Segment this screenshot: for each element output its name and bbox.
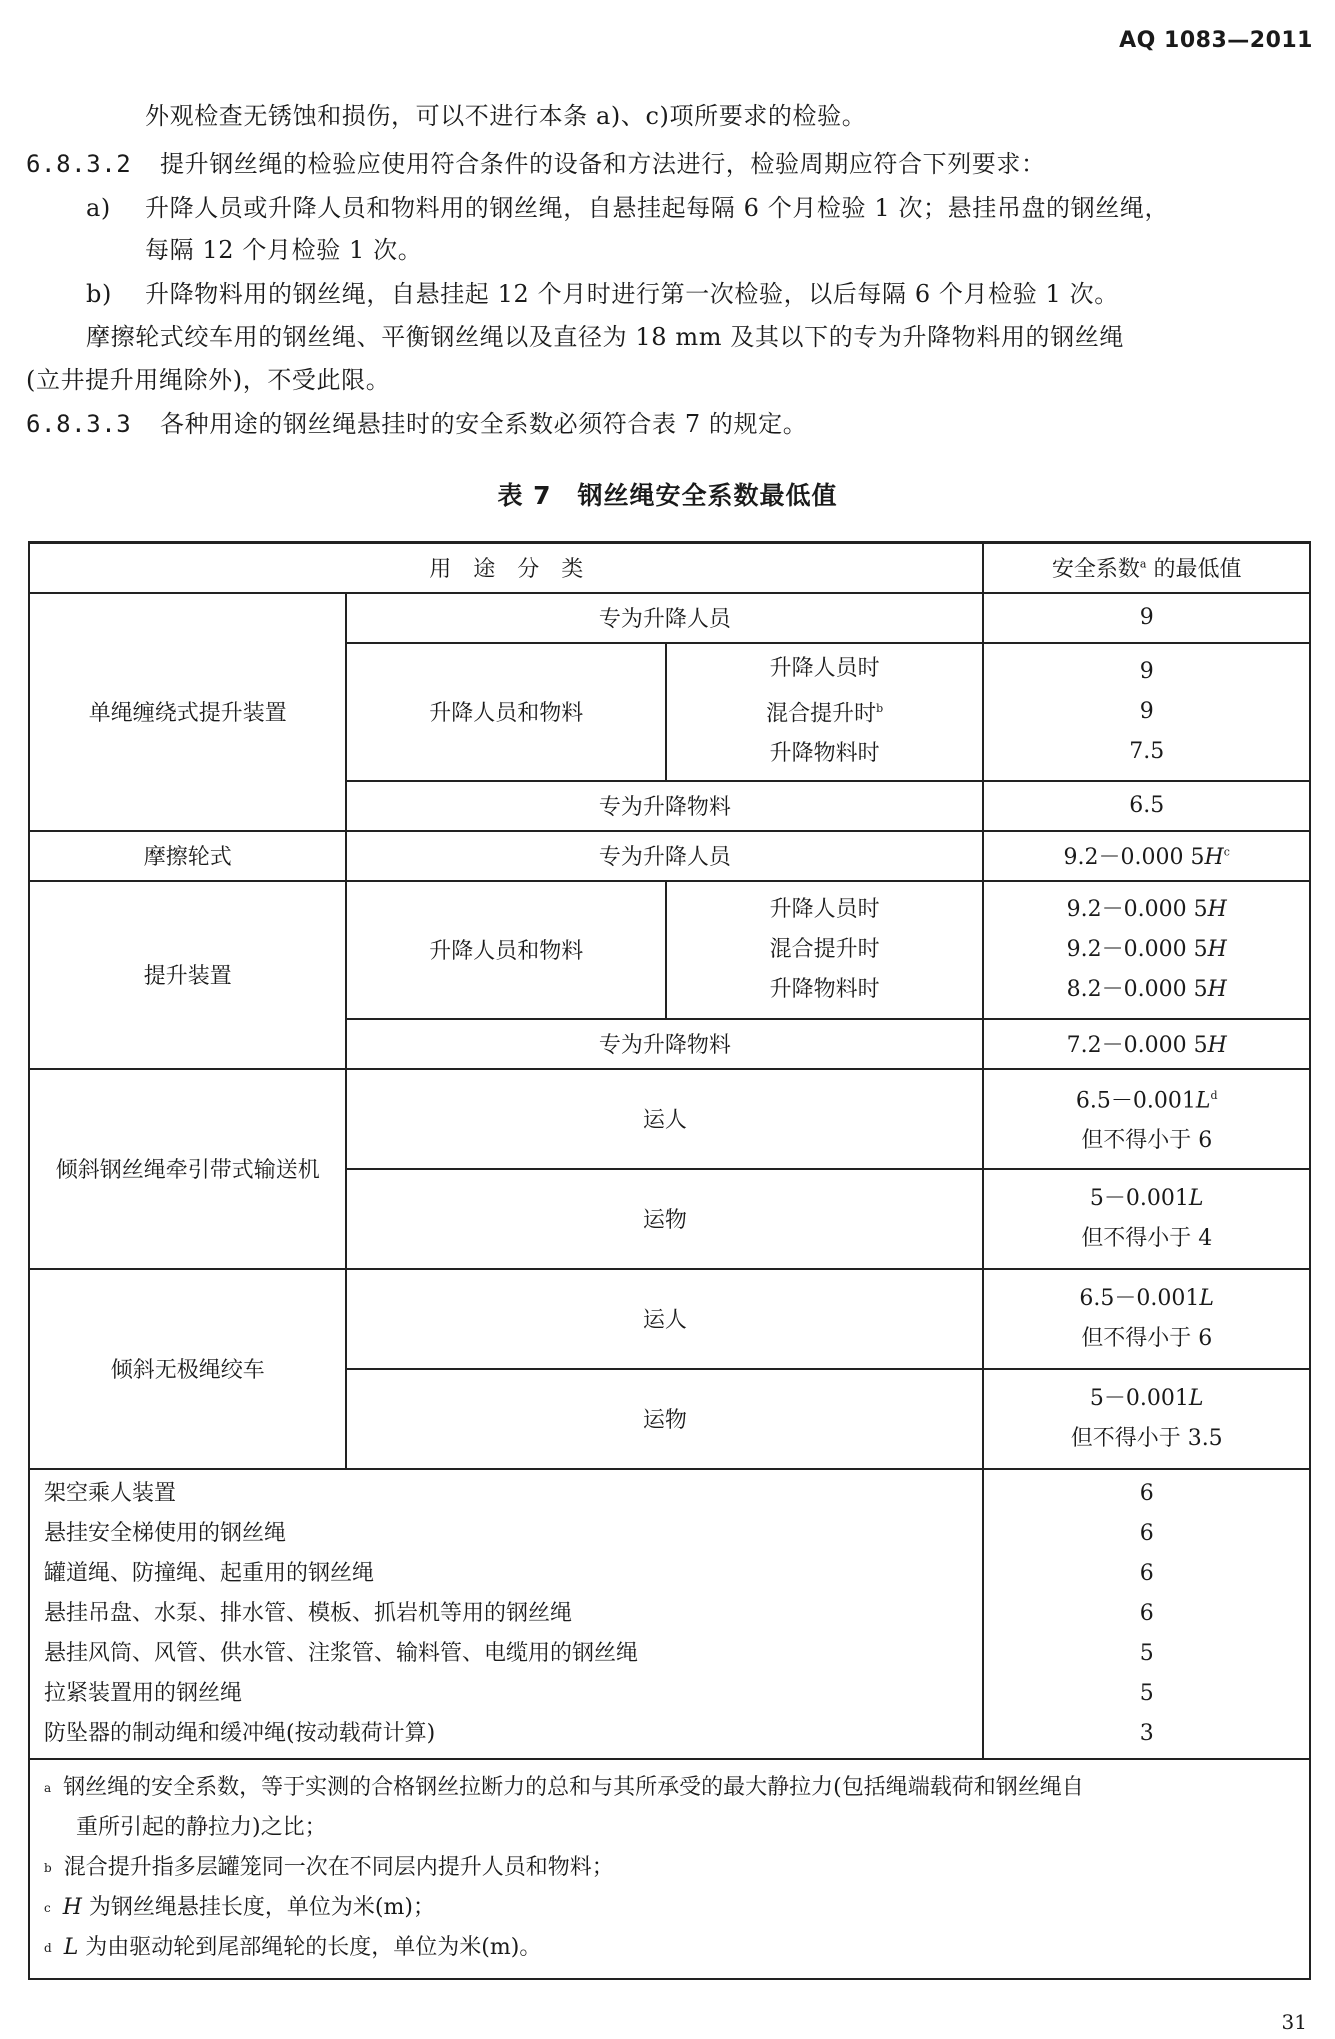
sub-labels: 升降人员时 混合提升时$^b$ 升降物料时 xyxy=(666,643,983,781)
row-label: 运物 xyxy=(346,1369,983,1469)
list-item: 悬挂风筒、风管、供水管、注浆管、输料管、电缆用的钢丝绳 xyxy=(44,1640,639,1666)
sub-labels: 升降人员时 混合提升时 升降物料时 xyxy=(666,881,983,1019)
list-item-text: 升降物料用的钢丝绳，自悬挂起 12 个月时进行第一次检验，以后每隔 6 个月检验 1 次。 xyxy=(145,280,1119,308)
row-label: 运物 xyxy=(346,1169,983,1269)
list-item-text: 升降人员或升降人员和物料用的钢丝绳，自悬挂起每隔 6 个月检验 1 次；悬挂吊盘的钢丝绳， xyxy=(145,194,1170,222)
group-name: 倾斜无极绳绞车 xyxy=(29,1269,346,1469)
header-safety-factor: 安全系数$^a$ 的最低值 xyxy=(983,543,1310,593)
safety-factor-table xyxy=(28,541,1311,1980)
list-label: b) xyxy=(86,280,112,308)
group-name: 倾斜钢丝绳牵引带式输送机 xyxy=(29,1069,346,1269)
row-value: 5－0.001L 但不得小于 3.5 xyxy=(983,1369,1310,1469)
paragraph-text: (立井提升用绳除外)，不受此限。 xyxy=(26,366,391,394)
row-value: 9 xyxy=(983,593,1310,643)
row-label: 运人 xyxy=(346,1069,983,1169)
row-label: 升降人员和物料 xyxy=(346,643,665,781)
list-item: 悬挂吊盘、水泵、排水管、模板、抓岩机等用的钢丝绳 xyxy=(44,1600,573,1626)
list-item: 架空乘人装置 xyxy=(44,1480,177,1506)
list-item: 拉紧装置用的钢丝绳 xyxy=(44,1680,243,1706)
clause-number: 6.8.3.3 xyxy=(26,410,132,438)
list-item: 悬挂安全梯使用的钢丝绳 xyxy=(44,1520,287,1546)
note-b: $^b$ 混合提升指多层罐笼同一次在不同层内提升人员和物料； xyxy=(44,1854,614,1880)
table-title: 表 7 钢丝绳安全系数最低值 xyxy=(497,481,838,510)
clause-number: 6.8.3.2 xyxy=(26,150,132,178)
clause-text: 各种用途的钢丝绳悬挂时的安全系数必须符合表 7 的规定。 xyxy=(160,410,808,438)
sub-values: 9.2－0.000 5H 9.2－0.000 5H 8.2－0.000 5H xyxy=(983,881,1310,1019)
row-label: 升降人员和物料 xyxy=(346,881,665,1019)
row-value: $6.5-0.001L^d$ 但不得小于 6 xyxy=(983,1069,1310,1169)
misc-values: 6 6 6 6 5 5 3 xyxy=(983,1469,1310,1759)
row-value: 6.5－0.001L 但不得小于 6 xyxy=(983,1269,1310,1369)
row-label: 运人 xyxy=(346,1269,983,1369)
table-notes xyxy=(29,1759,1310,1979)
row-label: 专为升降人员 xyxy=(346,593,983,643)
list-item: 防坠器的制动绳和缓冲绳(按动载荷计算) xyxy=(44,1720,436,1746)
header-use-category: 用 途 分 类 xyxy=(29,543,983,593)
group-name: 摩擦轮式 xyxy=(29,831,346,881)
standard-number: AQ 1083—2011 xyxy=(1119,28,1313,53)
note-d: $^d$ L 为由驱动轮到尾部绳轮的长度，单位为米(m)。 xyxy=(44,1934,542,1960)
text-line: 外观检查无锈蚀和损伤，可以不进行本条 a)、c)项所要求的检验。 xyxy=(145,102,867,130)
row-label: 专为升降人员 xyxy=(346,831,983,881)
note-a: $^a$ 钢丝绳的安全系数，等于实测的合格钢丝拉断力的总和与其所承受的最大静拉力(包括绳端载荷和钢丝绳自 xyxy=(44,1774,1084,1800)
group-name: 提升装置 xyxy=(29,881,346,1069)
list-item: 罐道绳、防撞绳、起重用的钢丝绳 xyxy=(44,1560,375,1586)
sub-values: 9 9 7.5 xyxy=(983,643,1310,781)
group-name: 单绳缠绕式提升装置 xyxy=(29,593,346,831)
page-number: 31 xyxy=(1281,2010,1307,2034)
row-value: 6.5 xyxy=(983,781,1310,831)
row-label: 专为升降物料 xyxy=(346,1019,983,1069)
note-c: $^c$ H 为钢丝绳悬挂长度，单位为米(m)； xyxy=(44,1894,435,1920)
misc-labels xyxy=(29,1469,983,1759)
list-label: a) xyxy=(86,194,111,222)
row-value: 7.2－0.000 5H xyxy=(983,1019,1310,1069)
row-value: 9.2－0.000 $5H^c$ xyxy=(983,831,1310,881)
paragraph-text: 摩擦轮式绞车用的钢丝绳、平衡钢丝绳以及直径为 18 mm 及其以下的专为升降物料用的钢丝绳 xyxy=(86,323,1124,351)
note-a-cont: 重所引起的静拉力)之比； xyxy=(76,1814,327,1840)
row-value: 5－0.001L 但不得小于 4 xyxy=(983,1169,1310,1269)
list-item-text: 每隔 12 个月检验 1 次。 xyxy=(145,236,423,264)
row-label: 专为升降物料 xyxy=(346,781,983,831)
clause-text: 提升钢丝绳的检验应使用符合条件的设备和方法进行，检验周期应符合下列要求： xyxy=(160,150,1046,178)
